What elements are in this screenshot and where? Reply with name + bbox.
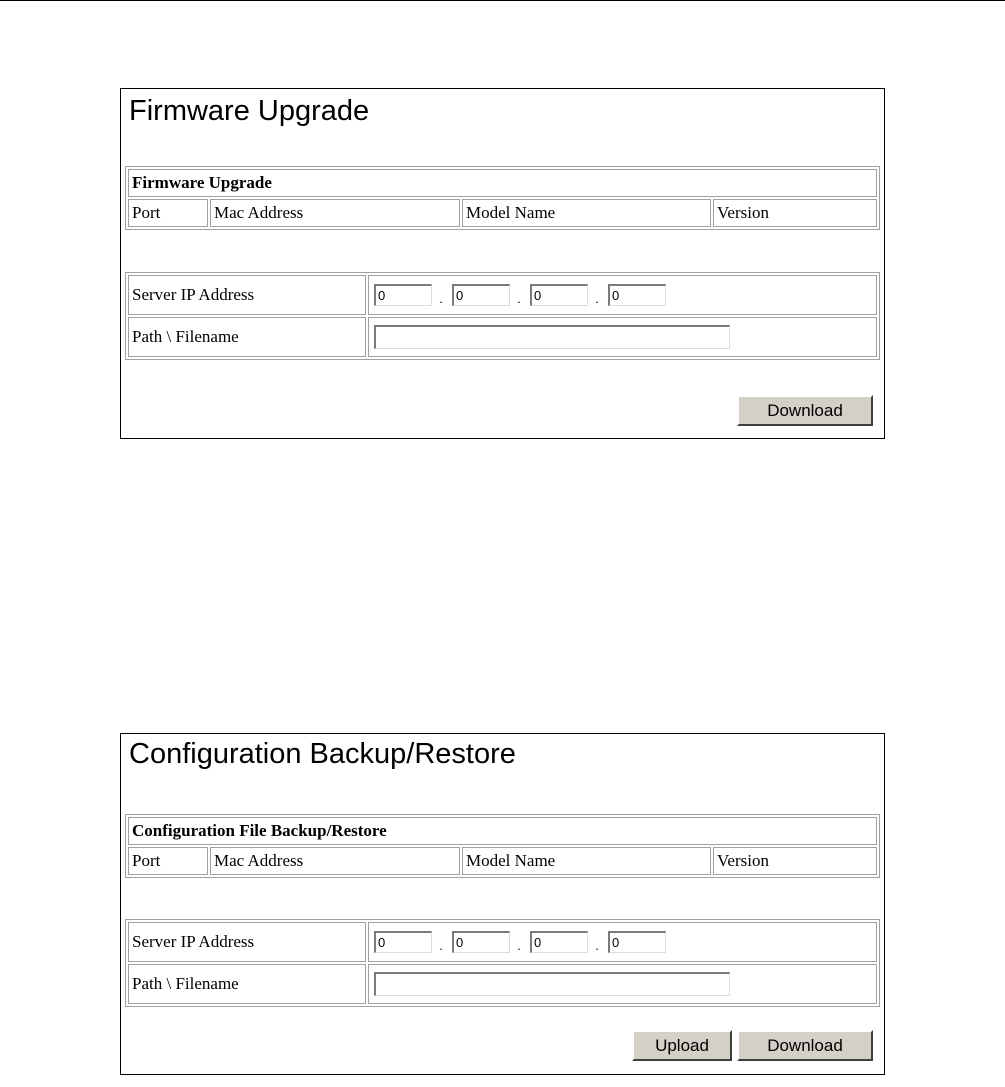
column-header-model-name: Model Name [462,847,711,875]
firmware-upgrade-panel [120,88,885,439]
ip-octet-3-input[interactable]: 0 [530,284,588,306]
ip-octet-4-input[interactable]: 0 [608,284,666,306]
page-title: Configuration Backup/Restore [129,738,516,770]
column-header-version: Version [713,847,877,875]
ip-octet-1-input[interactable]: 0 [374,284,432,306]
section-header: Firmware Upgrade [128,169,877,197]
server-ip-label: Server IP Address [128,275,366,315]
path-filename-input[interactable] [374,325,730,349]
page-title: Firmware Upgrade [129,95,370,127]
ip-separator: . [595,291,599,307]
column-header-mac-address: Mac Address [210,847,460,875]
server-settings-table [125,272,880,360]
table-header-row [128,847,877,875]
ip-octet-4-input[interactable]: 0 [608,931,666,953]
top-divider [0,0,1005,1]
ip-octet-2-input[interactable]: 0 [452,931,510,953]
path-filename-label: Path \ Filename [128,317,366,357]
device-info-table [125,166,880,230]
path-row [128,964,877,1004]
device-info-table [125,814,880,878]
server-settings-table [125,919,880,1007]
column-header-model-name: Model Name [462,199,711,227]
server-ip-row [128,275,877,315]
ip-separator: . [595,938,599,954]
ip-separator: . [439,291,443,307]
column-header-mac-address: Mac Address [210,199,460,227]
path-filename-input[interactable] [374,972,730,996]
download-button[interactable]: Download [737,1030,873,1061]
column-header-version: Version [713,199,877,227]
configuration-backup-restore-panel [120,733,885,1075]
server-ip-row [128,922,877,962]
download-button[interactable]: Download [737,395,873,426]
ip-separator: . [517,291,521,307]
table-header-row [128,199,877,227]
column-header-port: Port [128,199,208,227]
ip-octet-3-input[interactable]: 0 [530,931,588,953]
ip-octet-1-input[interactable]: 0 [374,931,432,953]
path-filename-label: Path \ Filename [128,964,366,1004]
path-row [128,317,877,357]
upload-button[interactable]: Upload [632,1030,732,1061]
ip-octet-2-input[interactable]: 0 [452,284,510,306]
ip-separator: . [517,938,521,954]
section-header: Configuration File Backup/Restore [128,817,877,845]
column-header-port: Port [128,847,208,875]
server-ip-label: Server IP Address [128,922,366,962]
ip-separator: . [439,938,443,954]
